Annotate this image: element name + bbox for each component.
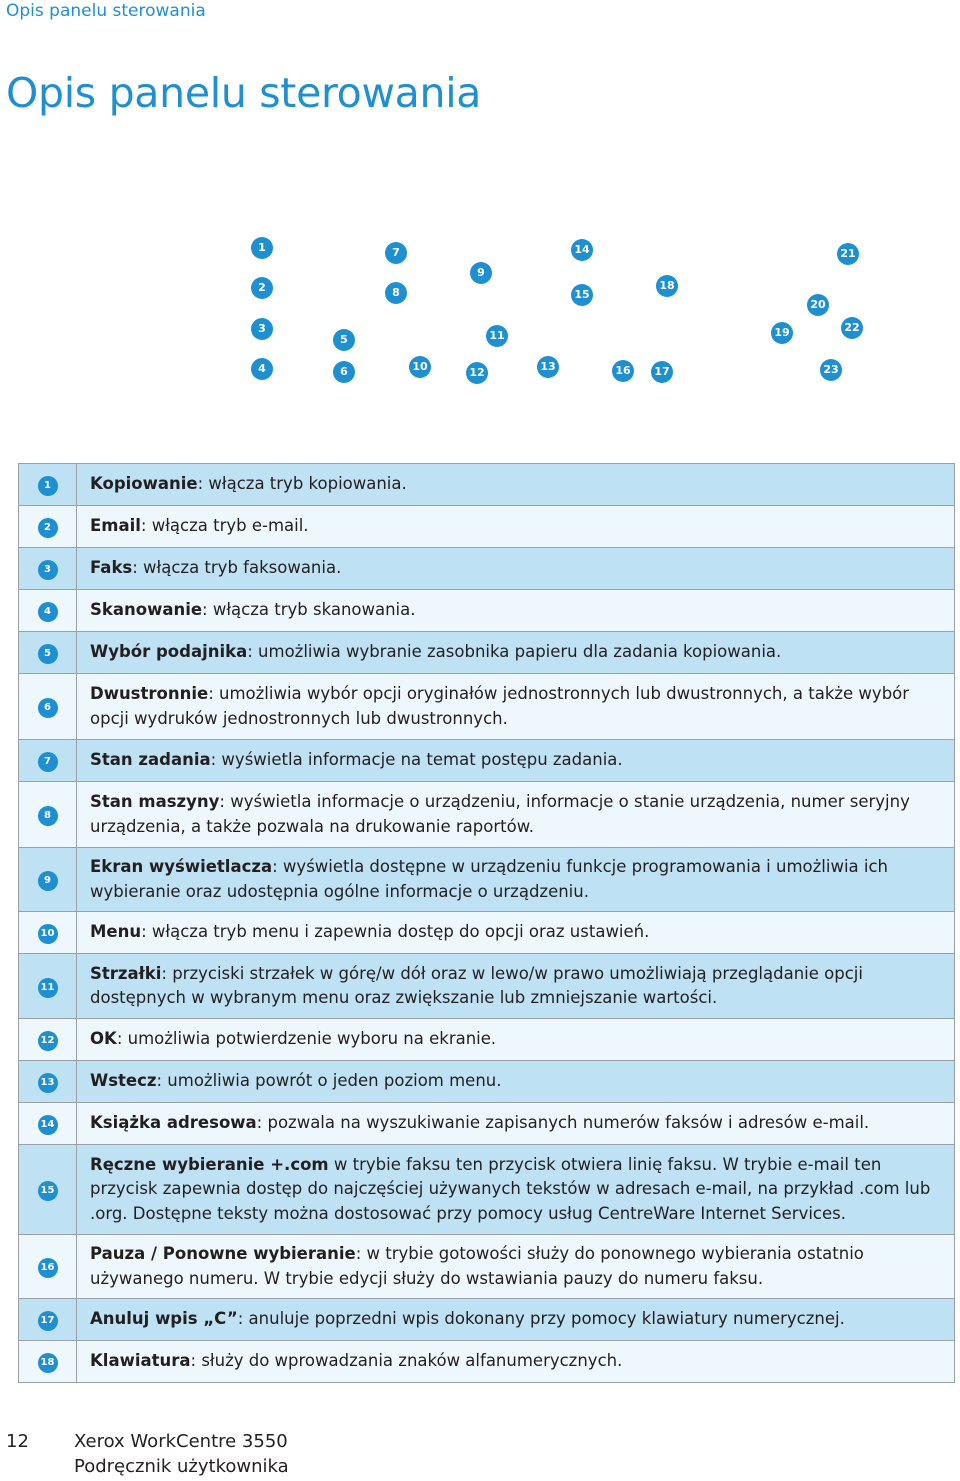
item-text: : włącza tryb menu i zapewnia dostęp do opcji oraz ustawień. [141,922,650,942]
item-text: : umożliwia wybranie zasobnika papieru dla zadania kopiowania. [247,642,782,662]
callout-15: 15 [571,284,593,306]
item-number-badge: 1 [38,476,58,496]
table-row [19,674,955,740]
item-term: Email [90,516,141,536]
item-term: Książka adresowa [90,1113,257,1133]
item-text: w trybie faksu ten przycisk otwiera linię faksu. W trybie e-mail ten przycisk zapewnia dostęp do najczęściej używanych tekstów w adresach e-mail, na przykład .com lub .org. Dostępne teksty można dostosować przy pomocy usług CentreWare Internet Services. [90,1154,931,1223]
callout-23: 23 [820,359,842,381]
item-term: Faks [90,558,133,578]
item-term: Wstecz [90,1071,157,1091]
item-text: : w trybie gotowości służy do ponownego wybierania ostatnio używanego numeru. W trybie edycji służy do wstawiania pauzy do numeru faksu. [90,1244,864,1288]
running-header: Opis panelu sterowania [6,1,206,21]
callout-12: 12 [466,362,488,384]
item-text: : umożliwia powrót o jeden poziom menu. [156,1071,502,1091]
item-term: Wybór podajnika [90,642,248,662]
item-term: Pauza / Ponowne wybieranie [90,1244,356,1263]
item-number-badge: 12 [38,1031,58,1051]
callout-9: 9 [470,262,492,284]
table-row [19,740,955,782]
item-number-badge: 7 [38,752,58,772]
table-row [19,1061,955,1103]
callout-1: 1 [251,237,273,259]
item-number-badge: 6 [38,698,58,718]
table-row [19,548,955,590]
item-text: : wyświetla informacje na temat postępu zadania. [210,750,623,770]
callout-4: 4 [251,358,273,380]
item-term: Menu [90,922,142,942]
item-number-badge: 13 [38,1073,58,1093]
callout-8: 8 [385,282,407,304]
item-number-badge: 9 [38,871,58,891]
table-row [19,782,955,848]
item-number-badge: 4 [38,602,58,622]
item-text: : umożliwia wybór opcji oryginałów jednostronnych lub dwustronnych, a także wybór opcji wydruków jednostronnych lub dwustronnych. [90,684,910,728]
item-term: OK [90,1029,117,1049]
callout-11: 11 [486,325,508,347]
callout-6: 6 [333,361,355,383]
callout-10: 10 [409,356,431,378]
item-number-badge: 17 [38,1311,58,1331]
item-text: : wyświetla informacje o urządzeniu, informacje o stanie urządzenia, numer seryjny urządzenia, a także pozwala na drukowanie raportów. [90,792,910,836]
callout-2: 2 [251,277,273,299]
item-number-badge: 14 [38,1115,58,1135]
item-text: : włącza tryb skanowania. [202,600,416,620]
table-row [19,464,955,506]
item-number-badge: 2 [38,518,58,538]
callout-13: 13 [537,356,559,378]
callout-3: 3 [251,318,273,340]
item-term: Skanowanie [90,600,203,620]
item-term: Ręczne wybieranie +.com [90,1154,329,1174]
control-panel-callouts [0,0,960,420]
table-row [19,1103,955,1145]
item-text: : anuluje poprzedni wpis dokonany przy pomocy klawiatury numerycznej. [237,1309,845,1329]
item-number-badge: 15 [38,1181,58,1201]
item-number-badge: 11 [38,978,58,998]
callout-14: 14 [571,239,593,261]
callout-20: 20 [807,294,829,316]
page-title: Opis panelu sterowania [6,69,482,117]
item-number-badge: 8 [38,806,58,826]
item-number-badge: 5 [38,644,58,664]
table-row [19,1019,955,1061]
callout-18: 18 [656,275,678,297]
item-term: Dwustronnie [90,684,209,703]
item-term: Klawiatura [90,1351,191,1371]
table-row [19,1235,955,1299]
item-number-badge: 16 [38,1258,58,1278]
table-row [19,912,955,954]
footer-page-number: 12 [6,1431,29,1452]
callout-5: 5 [333,329,355,351]
callout-17: 17 [651,361,673,383]
callout-21: 21 [837,243,859,265]
item-term: Stan maszyny [90,792,220,811]
footer-product-name: Xerox WorkCentre 3550 [74,1431,288,1452]
item-text: : włącza tryb kopiowania. [197,474,407,494]
item-text: : wyświetla dostępne w urządzeniu funkcje programowania i umożliwia ich wybieranie oraz udostępnia ogólne informacje o urządzeniu. [90,857,889,901]
item-term: Ekran wyświetlacza [90,857,273,876]
callout-7: 7 [385,242,407,264]
item-term: Anuluj wpis „C” [90,1309,238,1329]
footer-guide-title: Podręcznik użytkownika [74,1456,289,1477]
table-row [19,848,955,912]
table-row [19,1145,955,1235]
table-row [19,590,955,632]
callout-19: 19 [771,322,793,344]
item-term: Kopiowanie [90,474,198,494]
callout-22: 22 [841,317,863,339]
item-text: : umożliwia potwierdzenie wyboru na ekranie. [116,1029,497,1049]
item-text: : włącza tryb e-mail. [140,516,309,536]
item-text: : włącza tryb faksowania. [132,558,342,578]
table-row [19,506,955,548]
callout-16: 16 [612,360,634,382]
table-row [19,954,955,1019]
item-text: : służy do wprowadzania znaków alfanumerycznych. [190,1351,623,1371]
item-text: : pozwala na wyszukiwanie zapisanych numerów faksów i adresów e-mail. [256,1113,870,1133]
item-term: Stan zadania [90,750,211,770]
item-term: Strzałki [90,963,162,983]
control-description-table [18,463,955,1383]
item-text: : przyciski strzałek w górę/w dół oraz w lewo/w prawo umożliwiają przeglądanie opcji dostępnych w wybranym menu oraz zwiększanie lub zmniejszanie wartości. [90,963,863,1007]
table-row [19,1341,955,1383]
item-number-badge: 3 [38,560,58,580]
item-number-badge: 18 [38,1353,58,1373]
item-number-badge: 10 [38,924,58,944]
table-row [19,632,955,674]
table-row [19,1299,955,1341]
